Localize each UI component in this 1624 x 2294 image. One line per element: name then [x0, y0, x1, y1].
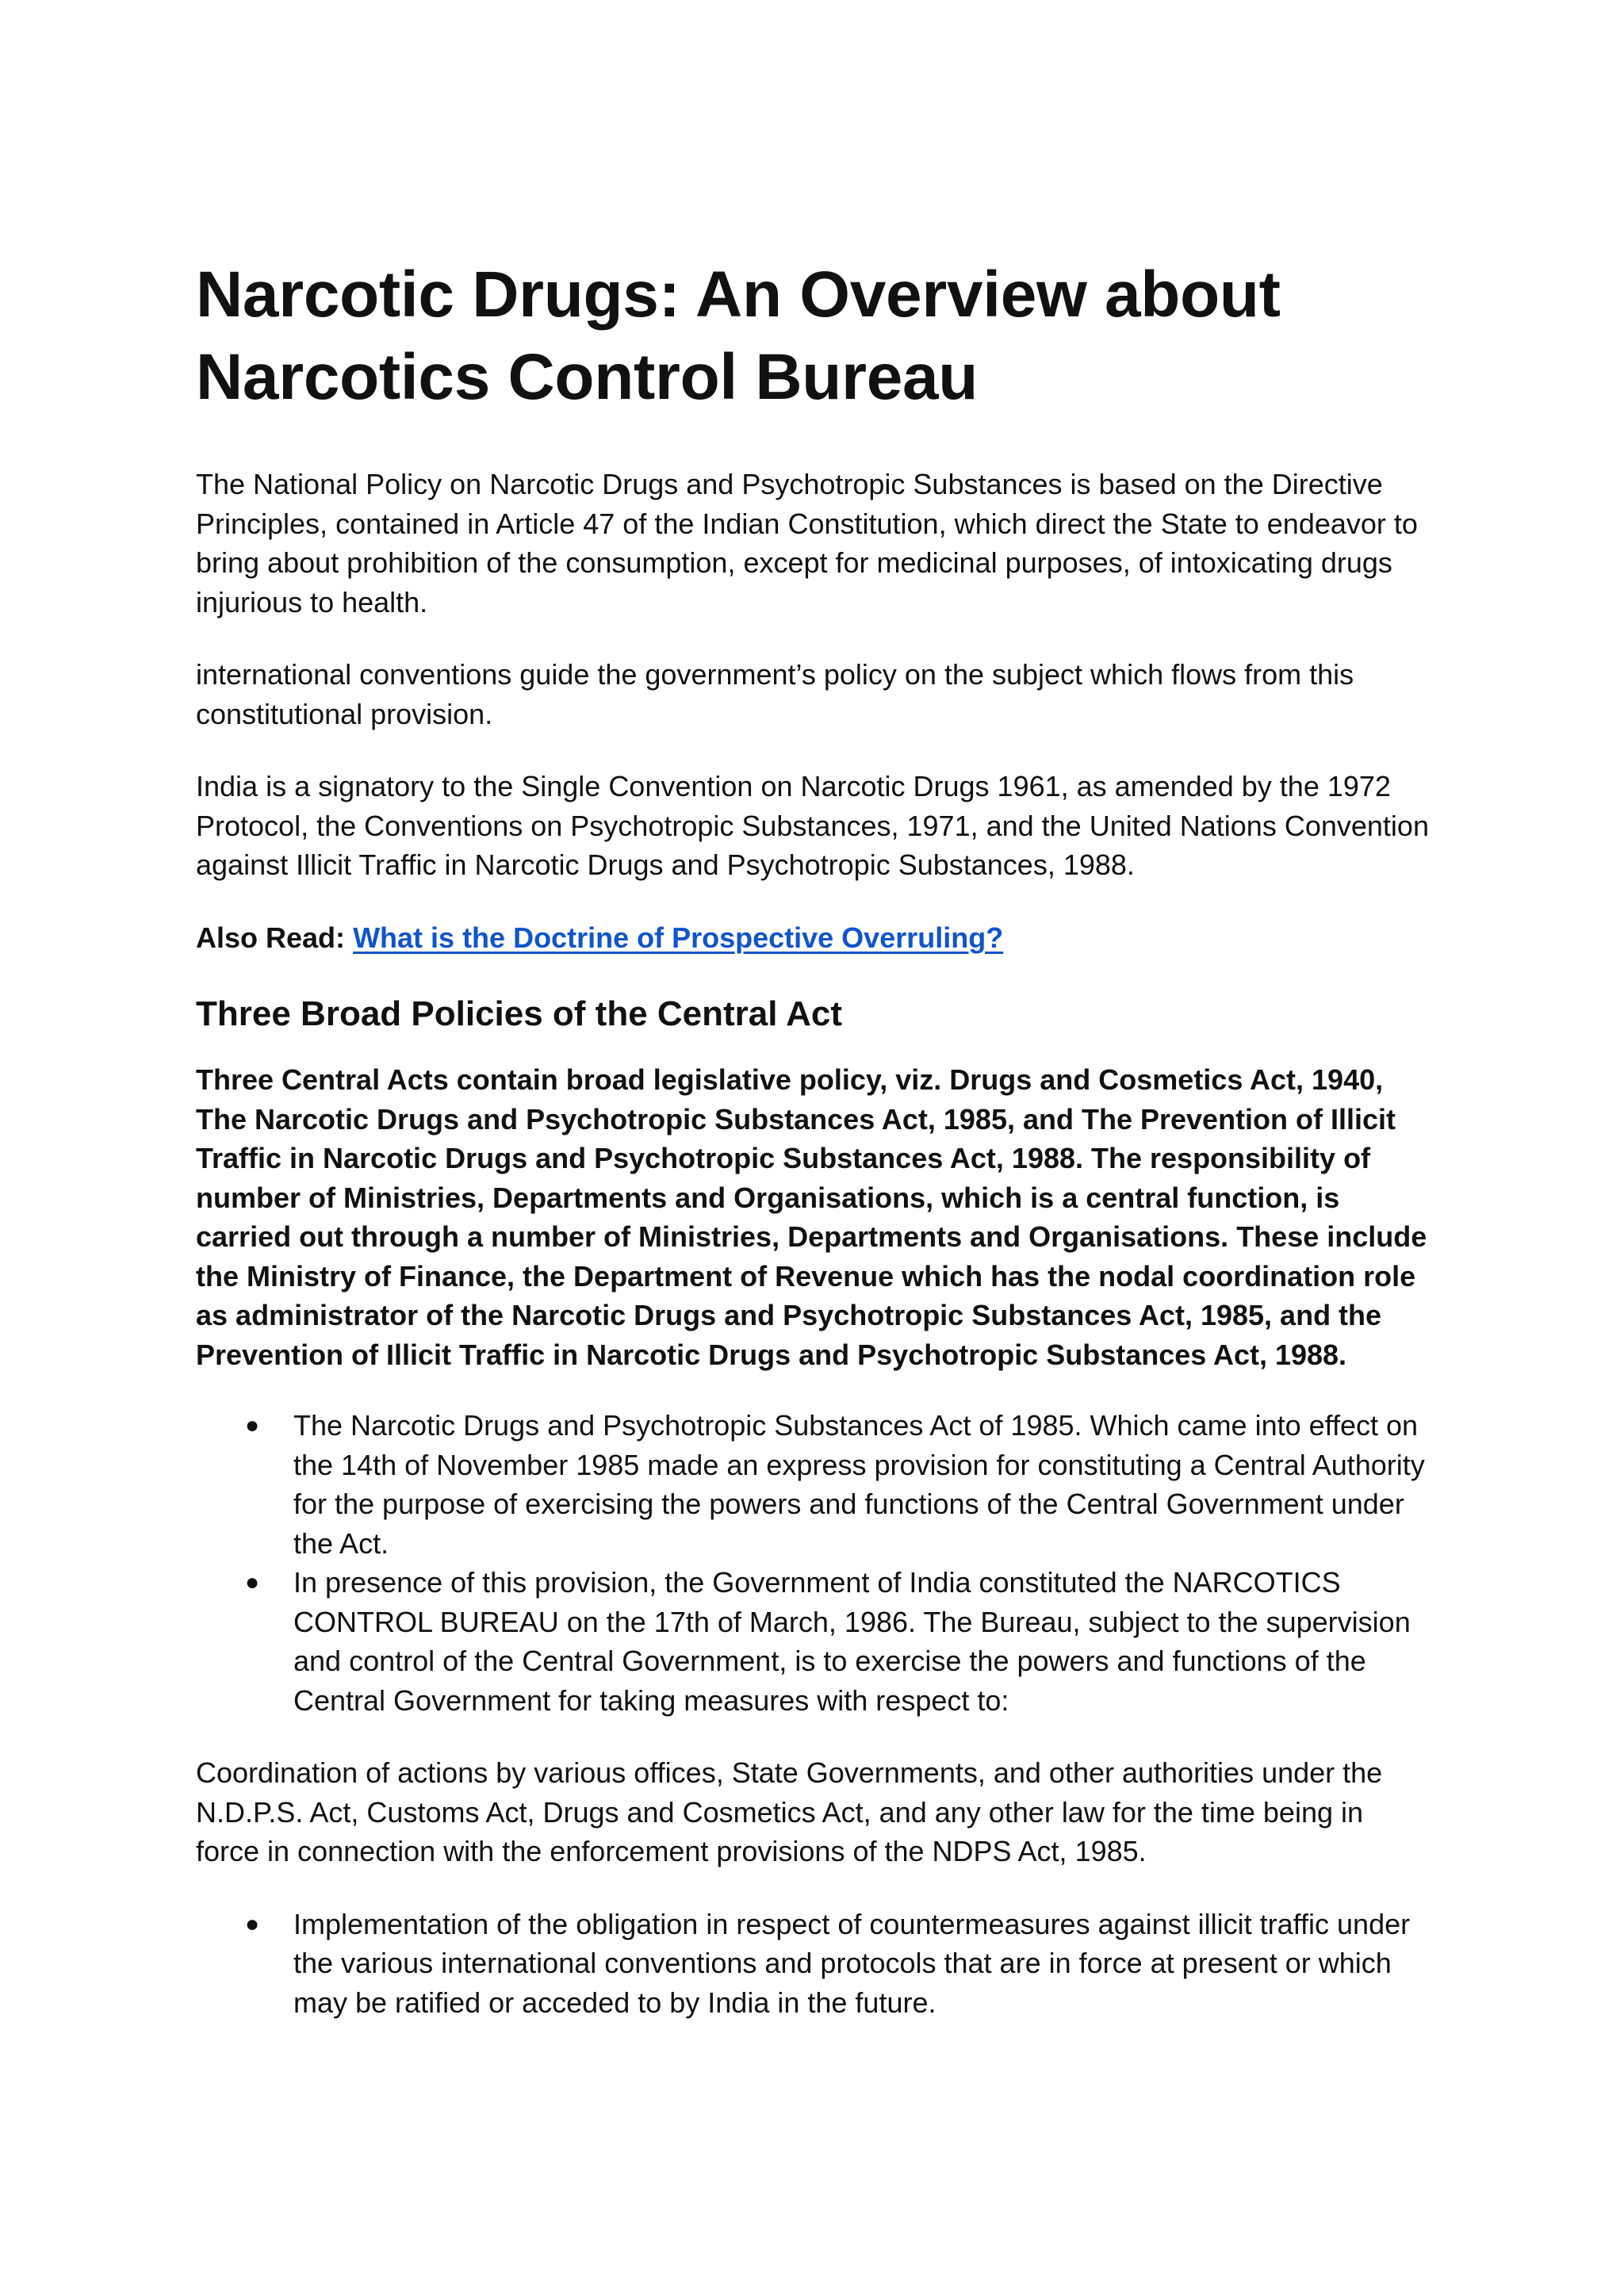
bullet-icon: ●: [245, 1412, 260, 1438]
coordination-paragraph: Coordination of actions by various offices, State Governments, and other authorities under the N.D.P.S. Act, Customs Act, Drugs and Cosmetics Act, and any other law for the time being in force in connection with the enforcement provisions of the NDPS Act, 1985.: [196, 1756, 1383, 1867]
list-item-text: The Narcotic Drugs and Psychotropic Substances Act of 1985. Which came into effect on the 14th of November 1985 made an express provision for constituting a Central Authority for the purpose of exercising the powers and functions of the Central Government under the Act.: [293, 1409, 1425, 1560]
list-item-text: In presence of this provision, the Government of India constituted the NARCOTICS CONTROL BUREAU on the 17th of March, 1986. The Bureau, subject to the supervision and control of the Central Government, is to exercise the powers and functions of the Central Government for taking measures with respect to:: [293, 1566, 1411, 1717]
also-read-link[interactable]: What is the Doctrine of Prospective Overruling?: [353, 921, 1004, 954]
page-title: Narcotic Drugs: An Overview about Narcotics Control Bureau: [196, 259, 1281, 413]
list-item: [196, 1406, 1433, 1563]
list-item-text: Implementation of the obligation in respect of countermeasures against illicit traffic under the various international conventions and protocols that are in force at present or which may be ratified or acceded to by India in the future.: [293, 1907, 1411, 2019]
signatory-paragraph: India is a signatory to the Single Convention on Narcotic Drugs 1961, as amended by the 1972 Protocol, the Conventions on Psychotropic Substances, 1971, and the United Nations Convention against Illicit Traffic in Narcotic Drugs and Psychotropic Substances, 1988.: [196, 770, 1429, 881]
conventions-paragraph: international conventions guide the government’s policy on the subject which flows from this constitutional provision.: [196, 658, 1354, 730]
also-read: [196, 918, 1433, 958]
intro-paragraph: The National Policy on Narcotic Drugs and Psychotropic Substances is based on the Directive Principles, contained in Article 47 of the Indian Constitution, which direct the State to endeavor to bring about prohibition of the consumption, except for medicinal purposes, of intoxicating drugs injurious to health.: [196, 468, 1418, 618]
document-content: [196, 254, 1433, 2055]
bullet-list-1: [196, 1406, 1433, 1720]
also-read-label: Also Read:: [196, 921, 346, 954]
bullet-icon: ●: [245, 1910, 260, 1937]
list-item: [196, 1563, 1433, 1720]
bullet-list-2: [196, 1905, 1433, 2023]
bullet-icon: ●: [245, 1569, 260, 1595]
list-item: [196, 1905, 1433, 2023]
central-acts-paragraph: Three Central Acts contain broad legislative policy, viz. Drugs and Cosmetics Act, 1940, The Narcotic Drugs and Psychotropic Substances Act, 1985, and The Prevention of Illicit Traffic in Narcotic Drugs and Psychotropic Substances Act, 1988. The responsibility of number of Ministries, Departments and Organisations, which is a central function, is carried out through a number of Ministries, Departments and Organisations. These include the Ministry of Finance, the Department of Revenue which has the nodal coordination role as administrator of the Narcotic Drugs and Psychotropic Substances Act, 1985, and the Prevention of Illicit Traffic in Narcotic Drugs and Psychotropic Substances Act, 1988.: [196, 1063, 1427, 1371]
section-heading: Three Broad Policies of the Central Act: [196, 994, 842, 1033]
